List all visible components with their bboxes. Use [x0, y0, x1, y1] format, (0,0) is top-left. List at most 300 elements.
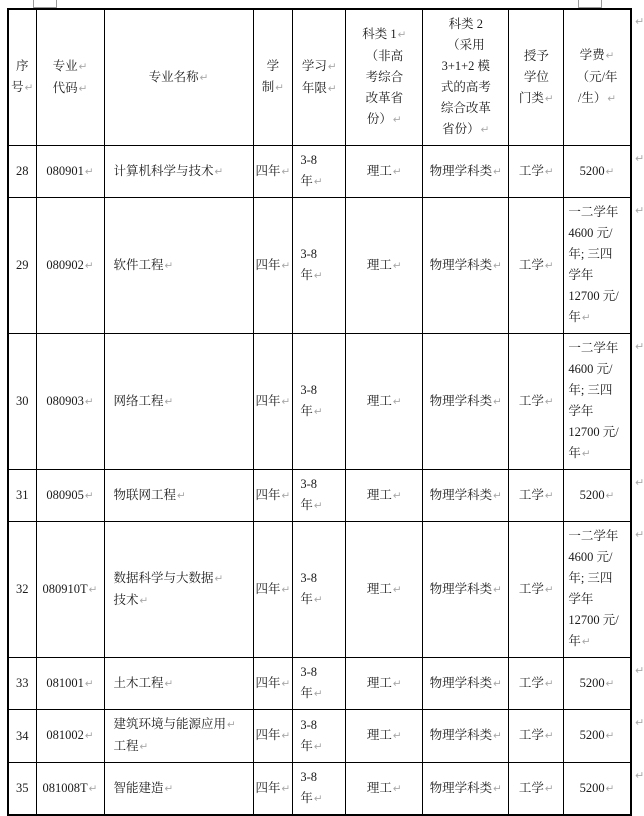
cell-line: [348, 391, 420, 413]
cell-line: [568, 610, 629, 631]
table-row: [8, 522, 631, 658]
cell-index[interactable]: [8, 470, 36, 522]
cell-line: [566, 725, 628, 747]
paragraph-mark-icon: ↵: [84, 489, 94, 502]
cell-text: 学年: [568, 592, 594, 606]
cell-text: 工学: [518, 780, 544, 795]
cell-text: 专业: [52, 58, 78, 73]
cell-line: [348, 67, 420, 88]
cell-code[interactable]: [36, 522, 104, 658]
cell-category2[interactable]: [423, 146, 509, 198]
cell-line: [256, 778, 291, 800]
paragraph-mark-icon: ↵: [327, 60, 337, 73]
cell-line: [348, 88, 420, 109]
cell-text: 29: [16, 258, 29, 272]
cell-line: [256, 77, 291, 99]
cell-tuition[interactable]: [564, 470, 631, 522]
cell-line: [425, 119, 506, 141]
cell-line: [300, 380, 343, 401]
header-row: [8, 9, 631, 146]
cell-tuition[interactable]: [564, 658, 631, 710]
cell-text: 5200: [579, 675, 605, 690]
cell-line: [11, 778, 34, 799]
cell-code[interactable]: [36, 198, 104, 334]
cell-text: 授予: [523, 48, 549, 63]
cell-category2[interactable]: [423, 198, 509, 334]
cell-line: [114, 736, 251, 758]
column-header-category2[interactable]: [423, 9, 509, 146]
paragraph-mark-icon: ↵: [544, 259, 554, 272]
cell-category1[interactable]: [346, 710, 423, 763]
cell-name[interactable]: [104, 658, 253, 710]
cell-line: [256, 673, 291, 695]
cell-name[interactable]: [104, 763, 253, 816]
cell-text: 一二学年: [568, 341, 619, 355]
cell-text: 四年: [255, 780, 281, 795]
paragraph-mark-icon: ↵: [281, 583, 291, 596]
cell-line: [300, 474, 343, 495]
cell-line: [425, 56, 506, 77]
table-row: [8, 198, 631, 334]
cell-text: 物理学科类: [429, 675, 493, 690]
cell-study_years[interactable]: [293, 198, 346, 334]
cell-text: 4600 元/: [568, 550, 613, 564]
cell-text: （非高: [365, 49, 404, 63]
cell-text: 35: [16, 781, 29, 795]
cell-line: [511, 88, 561, 110]
cell-line: [425, 77, 506, 98]
paragraph-mark-icon: ↵: [544, 730, 554, 742]
cell-text: 物理学科类: [429, 257, 493, 272]
cell-text: 科类 1: [362, 27, 397, 41]
cell-text: 学位: [523, 69, 549, 84]
paragraph-mark-icon: ↵: [544, 395, 554, 408]
cell-degree[interactable]: [509, 334, 564, 470]
cell-category1[interactable]: [346, 146, 423, 198]
cell-line: [11, 726, 34, 747]
cell-text: 年; 三四: [568, 247, 613, 261]
column-header-name[interactable]: [104, 9, 253, 146]
cell-code[interactable]: [36, 763, 104, 816]
row-end-mark-icon: ↵: [635, 340, 644, 353]
cell-text: 四年: [255, 728, 281, 742]
cell-index[interactable]: [8, 146, 36, 198]
paragraph-mark-icon: ↵: [84, 165, 94, 178]
cell-line: [348, 725, 420, 747]
cell-name[interactable]: [104, 334, 253, 470]
paragraph-mark-icon: ↵: [281, 677, 291, 690]
row-end-mark-icon: ↵: [635, 476, 644, 489]
cell-line: [300, 171, 343, 193]
cell-index[interactable]: [8, 522, 36, 658]
cell-text: 四年: [255, 675, 281, 690]
cell-text: 式的高考: [440, 80, 491, 94]
cell-text: 物理学科类: [429, 163, 493, 178]
cell-line: [511, 255, 561, 277]
cell-study_years[interactable]: [293, 522, 346, 658]
paragraph-mark-icon: ↵: [392, 165, 402, 178]
cell-line: [256, 391, 291, 413]
cell-line: [300, 265, 343, 287]
paragraph-mark-icon: ↵: [544, 92, 554, 105]
cell-line: [425, 35, 506, 56]
cell-category1[interactable]: [346, 763, 423, 816]
cell-study_years[interactable]: [293, 470, 346, 522]
cell-line: [11, 673, 34, 694]
cell-line: [11, 77, 34, 99]
cell-text: 智能建造: [113, 780, 164, 795]
cell-line: [11, 391, 34, 412]
cell-line: [348, 485, 420, 507]
cell-line: [568, 380, 629, 401]
cell-text: 080910T: [42, 581, 88, 596]
cell-line: [568, 547, 629, 568]
cell-text: 3-8: [300, 717, 317, 732]
paragraph-mark-icon: ↵: [493, 677, 502, 690]
paragraph-mark-icon: ↵: [544, 489, 554, 502]
column-header-degree[interactable]: [509, 9, 564, 146]
cell-text: 门类: [518, 90, 544, 105]
cell-line: [11, 56, 34, 77]
cell-line: [256, 56, 291, 77]
paragraph-mark-icon: ↵: [199, 71, 209, 84]
cell-tuition[interactable]: [564, 710, 631, 763]
cell-text: 年: [300, 404, 313, 418]
cell-text: 理工: [366, 780, 392, 795]
cell-text: 3-8: [300, 153, 317, 167]
cell-line: [300, 244, 343, 265]
cell-text: 物理学科类: [429, 728, 493, 742]
cell-line: [11, 485, 34, 506]
cell-text: 年: [300, 268, 313, 282]
paragraph-mark-icon: ↵: [493, 489, 502, 502]
paragraph-mark-icon: ↵: [84, 259, 94, 272]
table-row: [8, 658, 631, 710]
cell-text: 网络工程: [113, 393, 164, 408]
table-header: [8, 9, 631, 146]
column-header-tuition[interactable]: [564, 9, 631, 146]
cell-text: 080903: [46, 393, 84, 408]
cell-text: 28: [16, 164, 29, 178]
cell-line: [11, 255, 34, 276]
cell-text: 3-8: [300, 477, 317, 491]
cell-line: [425, 98, 506, 119]
cell-line: [566, 673, 628, 695]
cell-text: 工程: [113, 739, 139, 753]
cell-line: [107, 67, 251, 89]
cell-text: 制: [261, 80, 275, 94]
paragraph-mark-icon: ↵: [544, 677, 554, 690]
cell-category2[interactable]: [423, 658, 509, 710]
cell-line: [39, 255, 102, 277]
cell-line: [114, 590, 251, 612]
cell-tuition[interactable]: [564, 763, 631, 816]
cell-line: [568, 338, 629, 359]
column-header-study_years[interactable]: [293, 9, 346, 146]
cell-line: [568, 422, 629, 443]
paragraph-mark-icon: ↵: [281, 489, 291, 502]
cell-text: 四年: [255, 393, 281, 408]
cell-degree[interactable]: [509, 198, 564, 334]
paragraph-mark-icon: ↵: [544, 782, 554, 795]
paragraph-mark-icon: ↵: [227, 719, 236, 731]
cell-tuition[interactable]: [564, 334, 631, 470]
cell-text: 学: [266, 59, 280, 73]
cell-line: [348, 673, 420, 695]
cell-line: [566, 778, 628, 800]
cell-index[interactable]: [8, 710, 36, 763]
cell-text: 一二学年: [568, 529, 619, 543]
cell-line: [348, 161, 420, 183]
cell-line: [300, 568, 343, 589]
cell-line: [568, 631, 629, 653]
cell-category2[interactable]: [423, 522, 509, 658]
cell-text: 5200: [579, 487, 605, 502]
cell-line: [568, 202, 629, 223]
cell-text: 理工: [366, 728, 392, 742]
cell-degree[interactable]: [509, 710, 564, 763]
cell-degree[interactable]: [509, 763, 564, 816]
cell-index[interactable]: [8, 763, 36, 816]
cell-duration[interactable]: [253, 198, 293, 334]
cell-line: [11, 161, 34, 182]
cell-degree[interactable]: [509, 522, 564, 658]
cell-tuition[interactable]: [564, 522, 631, 658]
cell-text: 物联网工程: [113, 487, 177, 502]
cell-line: [568, 359, 629, 380]
cell-duration[interactable]: [253, 763, 293, 816]
paragraph-mark-icon: ↵: [544, 165, 554, 178]
cell-text: 四年: [255, 163, 281, 178]
cell-line: [566, 485, 628, 507]
cell-line: [568, 589, 629, 610]
paragraph-mark-icon: ↵: [493, 583, 502, 596]
paragraph-mark-icon: ↵: [493, 395, 502, 408]
cell-text: 理工: [366, 393, 392, 408]
cell-line: [348, 579, 420, 601]
cell-line: [566, 161, 628, 183]
cell-line: [300, 715, 343, 736]
cell-text: 年: [300, 592, 313, 606]
cell-category1[interactable]: [346, 470, 423, 522]
cell-degree[interactable]: [509, 470, 564, 522]
paragraph-mark-icon: ↵: [581, 312, 591, 324]
paragraph-mark-icon: ↵: [605, 730, 615, 742]
cell-index[interactable]: [8, 198, 36, 334]
cell-duration[interactable]: [253, 522, 293, 658]
paragraph-mark-icon: ↵: [214, 165, 224, 178]
paragraph-mark-icon: ↵: [493, 165, 502, 178]
cell-study_years[interactable]: [293, 334, 346, 470]
cell-line: [300, 495, 343, 517]
cell-text: 序: [15, 59, 29, 73]
cell-text: 技术: [113, 592, 139, 607]
paragraph-mark-icon: ↵: [313, 500, 323, 512]
cell-line: [425, 673, 506, 695]
cell-duration[interactable]: [253, 470, 293, 522]
cell-text: 理工: [366, 675, 392, 690]
cell-line: [568, 443, 629, 465]
cell-line: [425, 255, 506, 277]
cell-line: [425, 725, 506, 747]
cell-text: 31: [16, 488, 29, 502]
cell-text: 年: [568, 446, 581, 460]
cell-text: 理工: [366, 581, 392, 596]
cell-code[interactable]: [36, 146, 104, 198]
cell-degree[interactable]: [509, 146, 564, 198]
row-end-mark-icon: ↵: [635, 716, 644, 729]
cell-code[interactable]: [36, 710, 104, 763]
cell-study_years[interactable]: [293, 763, 346, 816]
cell-category2[interactable]: [423, 334, 509, 470]
cell-line: [568, 223, 629, 244]
paragraph-mark-icon: ↵: [281, 782, 291, 795]
cell-study_years[interactable]: [293, 146, 346, 198]
paragraph-mark-icon: ↵: [214, 572, 224, 585]
cell-code[interactable]: [36, 658, 104, 710]
paragraph-mark-icon: ↵: [605, 677, 615, 690]
cell-index[interactable]: [8, 334, 36, 470]
paragraph-mark-icon: ↵: [605, 782, 615, 795]
cell-name[interactable]: [104, 470, 253, 522]
cell-line: [568, 526, 629, 547]
cell-text: 土木工程: [113, 675, 164, 690]
cell-line: [511, 46, 561, 67]
cell-code[interactable]: [36, 334, 104, 470]
paragraph-mark-icon: ↵: [392, 583, 402, 596]
cell-text: 工学: [518, 487, 544, 502]
cell-line: [256, 255, 291, 277]
cell-study_years[interactable]: [293, 658, 346, 710]
paragraph-mark-icon: ↵: [313, 594, 323, 606]
cell-line: [511, 673, 561, 695]
cell-text: 5200: [579, 780, 605, 795]
cell-text: 物理学科类: [429, 780, 493, 795]
cell-line: [114, 714, 251, 736]
cell-text: 计算机科学与技术: [113, 163, 214, 178]
cell-line: [300, 589, 343, 611]
cell-text: 年限: [301, 80, 327, 95]
row-end-mark-icon: ↵: [635, 15, 644, 28]
cell-study_years[interactable]: [293, 710, 346, 763]
cell-text: 代码: [52, 80, 78, 95]
cell-index[interactable]: [8, 658, 36, 710]
cell-text: 年; 三四: [568, 571, 613, 585]
paragraph-mark-icon: ↵: [281, 259, 291, 272]
cell-name[interactable]: [104, 710, 253, 763]
paragraph-mark-icon: ↵: [78, 60, 88, 73]
paragraph-mark-icon: ↵: [392, 677, 402, 690]
paragraph-mark-icon: ↵: [493, 730, 502, 742]
cell-text: 理工: [366, 487, 392, 502]
cell-tuition[interactable]: [564, 198, 631, 334]
cell-text: 12700 元/: [568, 613, 619, 627]
cell-name[interactable]: [104, 522, 253, 658]
cell-text: 年; 三四: [568, 383, 613, 397]
cell-text: 理工: [366, 257, 392, 272]
cell-line: [425, 391, 506, 413]
cell-category2[interactable]: [423, 470, 509, 522]
paragraph-mark-icon: ↵: [313, 793, 323, 805]
table-row: [8, 763, 631, 816]
cell-line: [300, 401, 343, 423]
cell-category1[interactable]: [346, 658, 423, 710]
cell-text: 年: [568, 634, 581, 648]
cell-duration[interactable]: [253, 146, 293, 198]
paragraph-mark-icon: ↵: [397, 29, 407, 41]
cell-category1[interactable]: [346, 198, 423, 334]
paragraph-mark-icon: ↵: [392, 489, 402, 502]
cell-text: 一二学年: [568, 205, 619, 219]
cell-text: 份）: [366, 112, 392, 126]
cell-name[interactable]: [104, 146, 253, 198]
cell-text: 年: [300, 738, 313, 753]
cell-text: 33: [16, 676, 29, 690]
cell-category1[interactable]: [346, 334, 423, 470]
cell-name[interactable]: [104, 198, 253, 334]
column-header-category1[interactable]: [346, 9, 423, 146]
cell-line: [425, 161, 506, 183]
cell-text: 3-8: [300, 383, 317, 397]
cell-line: [39, 725, 102, 747]
page-artifact-right: [578, 0, 602, 8]
row-end-mark-icon: ↵: [635, 528, 644, 541]
cell-text: 34: [16, 728, 29, 743]
column-header-duration[interactable]: [253, 9, 293, 146]
cell-text: 4600 元/: [568, 362, 613, 376]
paragraph-mark-icon: ↵: [313, 688, 323, 700]
column-header-code[interactable]: [36, 9, 104, 146]
cell-category1[interactable]: [346, 522, 423, 658]
cell-text: 改革省: [365, 91, 404, 105]
paragraph-mark-icon: ↵: [605, 489, 615, 502]
cell-line: [256, 161, 291, 183]
column-header-index[interactable]: [8, 9, 36, 146]
cell-duration[interactable]: [253, 658, 293, 710]
cell-text: 四年: [255, 257, 281, 272]
cell-line: [425, 485, 506, 507]
paragraph-mark-icon: ↵: [139, 594, 149, 607]
cell-text: 年: [300, 791, 313, 805]
cell-line: [566, 88, 628, 110]
cell-duration[interactable]: [253, 710, 293, 763]
cell-duration[interactable]: [253, 334, 293, 470]
cell-line: [11, 579, 34, 600]
cell-text: 工学: [518, 163, 544, 178]
programs-table[interactable]: [7, 8, 632, 816]
paragraph-mark-icon: ↵: [392, 259, 402, 272]
table-body: [8, 146, 631, 816]
cell-line: [568, 568, 629, 589]
cell-line: [511, 485, 561, 507]
cell-text: 学习: [301, 58, 327, 73]
cell-code[interactable]: [36, 470, 104, 522]
cell-degree[interactable]: [509, 658, 564, 710]
table-row: [8, 334, 631, 470]
paragraph-mark-icon: ↵: [605, 50, 615, 62]
paragraph-mark-icon: ↵: [392, 395, 402, 408]
cell-text: 3-8: [300, 247, 317, 261]
cell-category2[interactable]: [423, 763, 509, 816]
row-end-mark-icon: ↵: [635, 204, 644, 217]
cell-tuition[interactable]: [564, 146, 631, 198]
cell-text: 081008T: [42, 780, 88, 795]
cell-text: 物理学科类: [429, 581, 493, 596]
cell-text: 工学: [518, 581, 544, 596]
cell-category2[interactable]: [423, 710, 509, 763]
cell-line: [114, 161, 251, 183]
cell-line: [39, 56, 102, 78]
